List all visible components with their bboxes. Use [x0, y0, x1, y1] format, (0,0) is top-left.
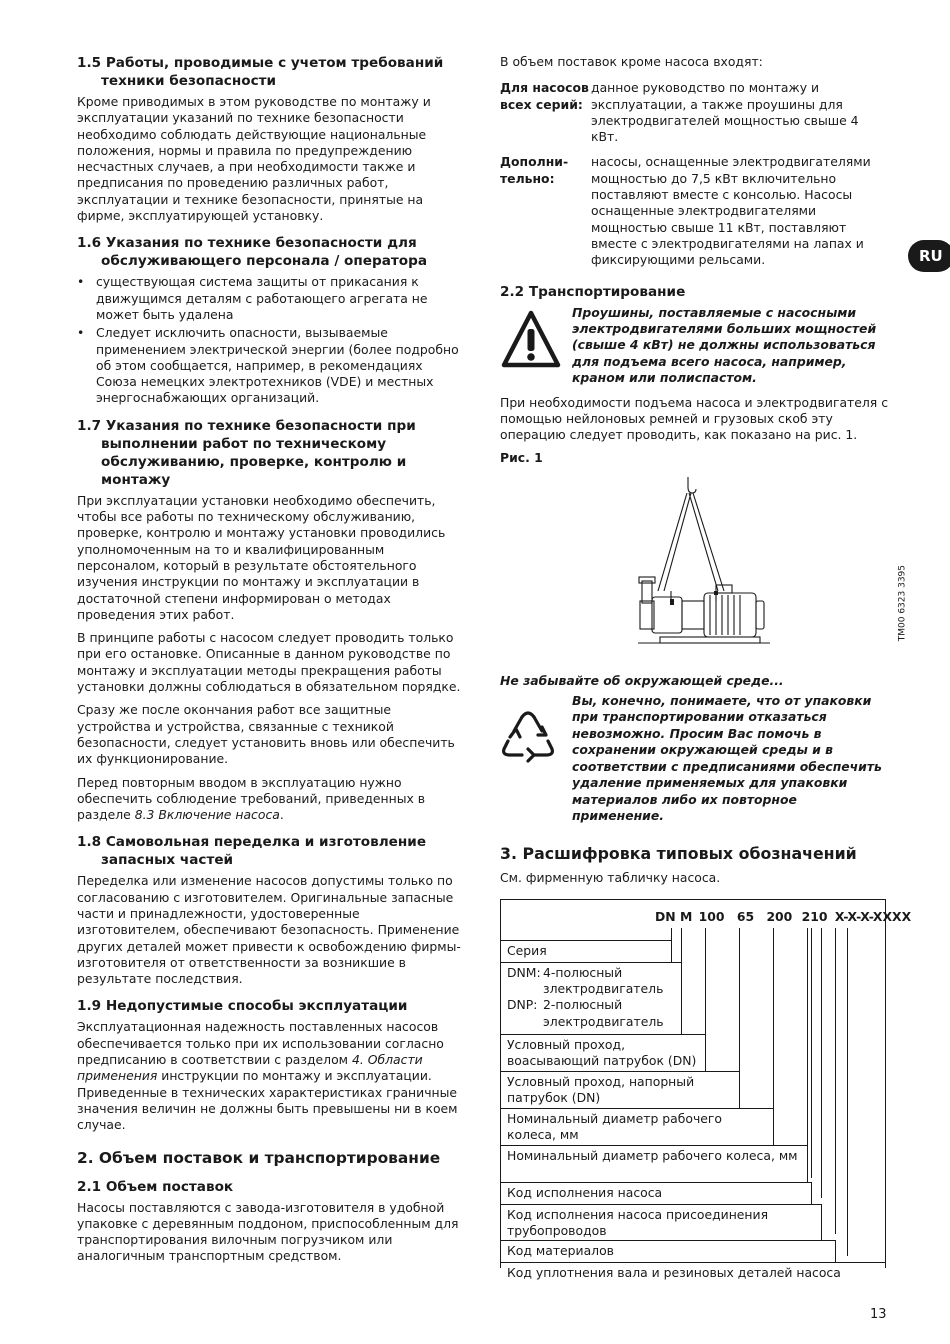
delivery-label: Дополни-тельно:	[500, 154, 569, 186]
type-code-row-text: Серия	[507, 942, 547, 958]
recycle-icon	[500, 707, 556, 765]
section-reference: 4. Области применения	[77, 1052, 423, 1084]
type-code-row	[501, 1262, 885, 1284]
type-code-row-text: 2-полюсный электродвигатель	[543, 997, 664, 1029]
section-1-8-title: 1.8 Самовольная переделка и изготовление запасных частей	[77, 834, 427, 869]
section-2-1-title: 2.1 Объем поставок	[77, 1178, 234, 1195]
type-code-row-text: Код уплотнения вала и резиновых деталей насоса	[507, 1264, 841, 1280]
warning-text: Проушины, поставляемые с насосными электродвигателями больших мощностей (свыше 4 кВт) не должны использоваться для подъема всего насоса, например, краном или полиспастом.	[572, 304, 877, 386]
section-1-7-title: 1.7 Указания по технике безопасности при выполнении работ по техническому обслуживанию, проверке, контролю и монтажу	[77, 417, 416, 488]
environment-text: Вы, конечно, понимаете, что от упаковки при транспортировании отказаться невозможно. Просим Вас помочь в сохранении окружающей среды и в соответствии с предписаниями обеспечить удаление применяемых для упаковки материалов либо их повторное применение.	[572, 693, 882, 823]
code-part: X	[847, 908, 857, 924]
type-code-row	[501, 1145, 808, 1182]
section-1-8	[77, 833, 465, 987]
type-code-row	[501, 1034, 706, 1071]
text-span: .	[279, 807, 284, 823]
text-span: Перед повторным вводом в эксплуатацию нужно обеспечить соблюдение требований, приведенных в разделе	[77, 774, 426, 823]
delivery-intro: В объем поставок кроме насоса входят:	[500, 54, 763, 69]
page-number: 13	[870, 1307, 887, 1322]
section-1-5-title: 1.5 Работы, проводимые с учетом требований техники безопасности	[77, 55, 444, 89]
bullet-marker: •	[77, 274, 85, 290]
section-2-2-text: При необходимости подъема насоса и электродвигателя с помощью нейлоновых ремней и грузовых скоб эту операцию следует проводить, как показано на рис. 1.	[500, 394, 889, 443]
connector-line	[773, 928, 774, 1138]
code-part: DN	[655, 908, 676, 924]
type-code-row-text: Номинальный диаметр рабочего колеса, мм	[507, 1147, 798, 1163]
type-code-row	[501, 1108, 774, 1145]
type-code-row-text: Условный проход, воасывающий патрубок (DN)	[507, 1036, 697, 1069]
figure-label: Рис. 1	[500, 450, 543, 466]
connector-line	[847, 928, 848, 1256]
environment-box	[500, 693, 888, 824]
type-code-key: DNP:	[507, 997, 538, 1013]
section-1-5	[77, 54, 465, 224]
delivery-row	[500, 80, 888, 145]
warning-triangle-icon	[500, 309, 562, 371]
delivery-label: Для насосов всех серий:	[500, 80, 589, 112]
section-1-6-bullet-list	[77, 274, 465, 406]
code-part: -	[868, 908, 873, 924]
code-part: 100	[698, 908, 725, 924]
type-code-row-text: Условный проход, напорный патрубок (DN)	[507, 1073, 695, 1106]
connector-line	[821, 928, 822, 1198]
section-1-8-text: Переделка или изменение насосов допустимы только по согласованию с изготовителем. Оригинальные запасные части и принадлежности, удостоверенные изготовителем, обеспечивают безопасность. Применение других деталей может привести к освобождению фирмы-изготовителя от ответственности за возникшие в результате последствия.	[77, 873, 461, 987]
code-part: -	[856, 908, 861, 924]
code-part: 210	[801, 908, 828, 924]
code-part: X	[834, 908, 844, 924]
chapter-3-text: См. фирменную табличку насоса.	[500, 870, 721, 886]
connector-line	[807, 928, 808, 1176]
code-part: M	[679, 908, 693, 924]
type-code-row	[501, 940, 672, 962]
bullet-marker: •	[77, 325, 85, 341]
chapter-2-title: 2. Объем поставок и транспортирование	[77, 1148, 441, 1167]
type-code-row-text: Код исполнения насоса присоединения трубопроводов	[507, 1206, 769, 1239]
section-1-7	[77, 417, 465, 824]
language-badge: RU	[908, 240, 950, 272]
text-span: Эксплуатационная надежность поставленных насосов обеспечивается только при их использовании согласно предписанию в соответствии с разделом	[77, 1019, 444, 1068]
connector-line	[671, 928, 672, 940]
section-1-5-text: Кроме приводимых в этом руководстве по монтажу и эксплуатации указаний по технике безопасности необходимо соблюдать действующие национальные положения, нормы и правила по предупреждению несчастных случаев, а при необходимости также и предписания по проведению различных работ, эксплуатации и технике безопасности, принятые на фирме, эксплуатирующей установку.	[77, 94, 431, 224]
chapter-3-title: 3. Расшифровка типовых обозначений	[500, 844, 857, 864]
section-1-7-paragraph-4	[77, 775, 465, 824]
type-code-subrow	[507, 965, 675, 998]
figure-1	[500, 473, 907, 661]
type-code-diagram	[500, 899, 912, 1280]
code-part: 200	[766, 908, 793, 924]
delivery-text: насосы, оснащенные электродвигателями мощностью до 7,5 кВт включительно поставляют вместе с консолью. Насосы оснащенные электродвигателями мощностью свыше 11 кВт, поставляют вместе с электродвигателями на лапах и фиксирующими рельсами.	[591, 154, 871, 268]
text-span: инструкции по монтажу и эксплуатации. Приведенные в технических характеристиках граничные значения величин не должны быть превышены ни в коем случае.	[77, 1068, 458, 1133]
type-code-row-text: Код исполнения насоса	[507, 1184, 663, 1200]
section-1-6-title: 1.6 Указания по технике безопасности для обслуживающего персонала / оператора	[77, 235, 428, 270]
type-code-row	[501, 1071, 740, 1108]
right-column	[500, 54, 912, 1280]
code-part: X	[860, 908, 869, 924]
section-1-7-paragraph-1: При эксплуатации установки необходимо обеспечить, чтобы все работы по техническому обслуживанию, проверке, контролю и монтажу установки проводились уполномоченным на то и квалифицированным персоналом, который в результате обстоятельного изучения инструкции по монтажу и эксплуатации в достаточной степени информирован о методах проведения этих работ.	[77, 492, 446, 622]
section-2-2-title: 2.2 Транспортирование	[500, 283, 686, 300]
list-item	[77, 274, 465, 323]
code-part: XXXX	[872, 908, 912, 924]
type-code-row-text: Номинальный диаметр рабочего колеса, мм	[507, 1110, 723, 1143]
section-1-9-title: 1.9 Недопустимые способы эксплуатации	[77, 998, 408, 1015]
type-code	[655, 909, 911, 925]
list-item-text: Следует исключить опасности, вызываемые применением электрической энергии (более подробно об этом сообщается, например, в рекомендациях Союза немецких электротехников (VDE) и местных энергоснабжающих организаций.	[96, 325, 459, 406]
section-2-1-text: Насосы поставляются с завода-изготовителя в удобной упаковке с деревянным поддоном, приспособленным для транспортирования вилочным погрузчиком или аналогичным транспортным средством.	[77, 1199, 459, 1264]
type-code-row	[501, 1204, 822, 1240]
connector-line	[835, 928, 836, 1234]
list-item-text: существующая система защиты от прикасания к движущимся деталям с работающего агрегата не может быть удалена	[96, 274, 428, 322]
section-1-6	[77, 234, 465, 406]
code-part: -	[843, 908, 848, 924]
type-code-row-text: 4-полюсный злектродвигатель	[543, 964, 664, 997]
section-2-1	[77, 1178, 465, 1265]
pump-lifting-illustration	[630, 473, 930, 661]
section-1-9-text	[77, 1019, 465, 1133]
type-code-row	[501, 962, 682, 1034]
type-code-row	[501, 1240, 836, 1262]
list-item	[77, 325, 465, 406]
code-part: 65	[736, 908, 755, 924]
type-code-subrow	[507, 997, 675, 1030]
type-code-key: DNM:	[507, 964, 541, 980]
section-reference: 8.3 Включение насоса	[134, 807, 280, 823]
warning-box	[500, 305, 888, 387]
environment-heading: Не забывайте об окружающей среде...	[500, 672, 784, 688]
delivery-text: данное руководство по монтажу и эксплуатации, а также проушины для электродвигателей мощностью свыше 4 кВт.	[591, 80, 859, 145]
type-code-row	[501, 1182, 812, 1204]
delivery-row	[500, 154, 888, 268]
section-1-7-paragraph-2: В принципе работы с насосом следует проводить только при его остановке. Описанные в данном руководстве по монтажу и эксплуатации методы прекращения работы установки должны соблюдаться в обязательном порядке.	[77, 630, 461, 695]
connector-line	[811, 928, 812, 1178]
left-column	[77, 54, 465, 1275]
section-1-7-paragraph-3: Сразу же после окончания работ все защитные устройства и устройства, связанные с техникой безопасности, следует установить вновь или обеспечить их функционирование.	[77, 702, 455, 767]
figure-code: TM00 6323 3395	[897, 564, 907, 642]
section-1-9	[77, 997, 465, 1133]
type-code-row-text: Код материалов	[507, 1242, 614, 1258]
